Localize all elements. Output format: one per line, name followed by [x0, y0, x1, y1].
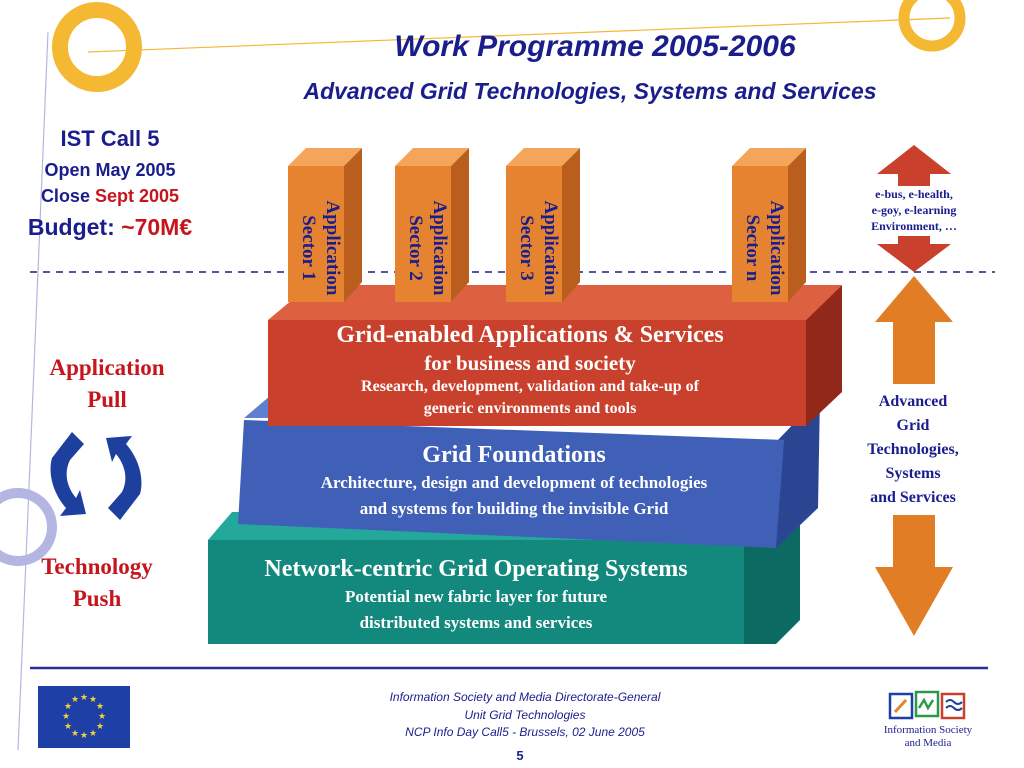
- svg-text:★: ★: [79, 693, 89, 703]
- apps-line1: Research, development, validation and take-up of: [361, 378, 699, 395]
- svg-text:★: ★: [97, 712, 107, 722]
- footer-unit: Unit Grid Technologies: [464, 708, 586, 722]
- push-line2: Push: [72, 586, 122, 611]
- agt-line3: Technologies,: [867, 441, 959, 458]
- page-subtitle: Advanced Grid Technologies, Systems and Services: [303, 78, 877, 104]
- foundations-line1: Architecture, design and development of technologies: [320, 473, 708, 492]
- agt-line1: Advanced: [878, 393, 948, 410]
- information-society-logo-icon: [888, 690, 968, 722]
- down-arrow-red-icon: [877, 236, 951, 272]
- call-open: Open May 2005: [44, 160, 176, 180]
- agt-line4: Systems: [885, 465, 941, 482]
- call-close-label: Close: [40, 186, 90, 206]
- advanced-grid-label: [840, 390, 986, 510]
- agt-line2: Grid: [896, 417, 930, 434]
- os-title: Network-centric Grid Operating Systems: [264, 556, 688, 582]
- up-arrow-red-icon: [877, 145, 951, 186]
- os-line2: distributed systems and services: [359, 613, 593, 632]
- svg-text:★: ★: [70, 695, 80, 705]
- sector-2-line1: Application: [429, 200, 450, 296]
- call-name: IST Call 5: [60, 126, 160, 151]
- svg-text:★: ★: [88, 695, 98, 705]
- footer-event: NCP Info Day Call5 - Brussels, 02 June 2005: [405, 725, 645, 739]
- svg-text:★: ★: [88, 729, 98, 739]
- page-title: Work Programme 2005-2006: [394, 30, 796, 63]
- call-close-date: Sept 2005: [94, 186, 180, 206]
- pull-line2: Pull: [87, 387, 127, 412]
- sector-3-line2: Sector 3: [516, 215, 537, 281]
- ism-line2: and Media: [904, 737, 952, 749]
- agt-line5: and Services: [870, 489, 956, 506]
- eu-flag-logo: [38, 686, 130, 748]
- svg-text:★: ★: [63, 702, 73, 712]
- svg-text:★: ★: [70, 729, 80, 739]
- env-line1: e-bus, e-health,: [875, 187, 953, 201]
- svg-text:★: ★: [63, 722, 73, 732]
- env-line2: e-goy, e-learning: [871, 203, 957, 217]
- svg-text:★: ★: [79, 731, 89, 741]
- down-arrow-orange-icon: [875, 515, 953, 636]
- ism-line1: Information Society: [883, 724, 973, 736]
- sector-1-line1: Application: [322, 200, 343, 296]
- pull-line1: Application: [49, 355, 165, 380]
- sector-2-line2: Sector 2: [405, 215, 426, 281]
- apps-subtitle: for business and society: [424, 351, 636, 375]
- push-line1: Technology: [41, 554, 153, 579]
- ism-logo-text: [866, 724, 990, 750]
- svg-text:★: ★: [61, 712, 71, 722]
- foundations-line2: and systems for building the invisible Grid: [359, 499, 669, 518]
- environment-label: [848, 186, 980, 234]
- foundations-title: Grid Foundations: [422, 442, 606, 468]
- svg-text:★: ★: [95, 702, 105, 712]
- apps-title: Grid-enabled Applications & Services: [336, 322, 724, 348]
- svg-text:★: ★: [95, 722, 105, 732]
- os-line1: Potential new fabric layer for future: [344, 587, 608, 606]
- sector-1-line2: Sector 1: [298, 215, 319, 281]
- budget-label: Budget:: [27, 214, 115, 240]
- sector-3-line1: Application: [540, 200, 561, 296]
- footer-dg: Information Society and Media Directorate-General: [389, 690, 661, 704]
- sector-n-line1: Application: [766, 200, 787, 296]
- apps-line2: generic environments and tools: [423, 400, 637, 417]
- up-arrow-orange-icon: [875, 276, 953, 384]
- page-number: 5: [516, 748, 524, 763]
- sector-n-line2: Sector n: [742, 214, 763, 282]
- env-line3: Environment, …: [871, 219, 957, 233]
- budget-value: ~70M€: [121, 214, 193, 240]
